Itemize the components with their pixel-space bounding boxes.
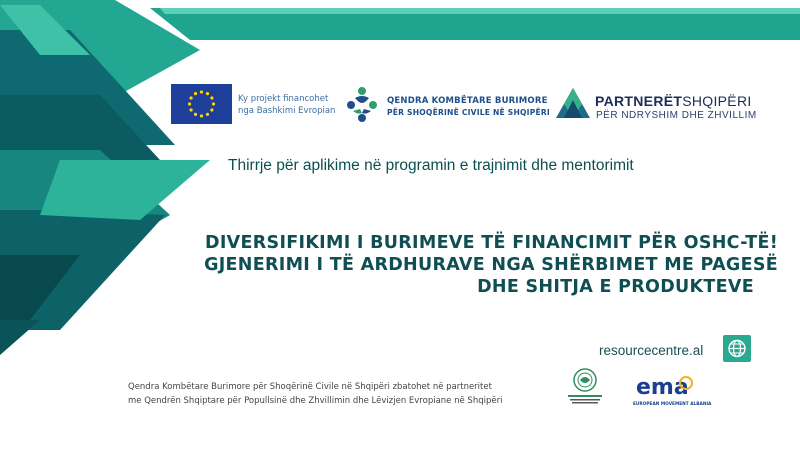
- ema-logo-icon: [632, 372, 712, 408]
- headline-line1: DIVERSIFIKIMI I BURIMEVE TË FINANCIMIT PËR OSHC-TË!: [205, 233, 778, 253]
- ema-mark: ema: [636, 375, 689, 400]
- qkb-name-line2: PËR SHOQËRINË CIVILE NË SHQIPËRI: [387, 108, 550, 117]
- qkb-name-line1: QENDRA KOMBËTARE BURIMORE: [387, 96, 548, 106]
- globe-icon[interactable]: [723, 335, 751, 362]
- website-link[interactable]: resourcecentre.al: [599, 343, 704, 358]
- qkb-people-icon: [345, 85, 379, 123]
- footer-line2: me Qendrën Shqiptare për Popullsinë dhe Zhvillimin dhe Lëvizjen Evropiane në Shqipëri: [128, 396, 503, 406]
- partners-title: [595, 93, 752, 109]
- eu-text-line2: nga Bashkimi Evropian: [238, 106, 336, 116]
- ema-caption: EUROPEAN MOVEMENT ALBANIA: [633, 402, 712, 407]
- headline-line2: GJENERIMI I TË ARDHURAVE NGA SHËRBIMET ME PAGESË: [204, 255, 778, 275]
- partners-subtitle: PËR NDRYSHIM DHE ZHVILLIM: [596, 110, 757, 121]
- call-for-applications: Thirrje për aplikime në programin e trajnimit dhe mentorimit: [228, 157, 634, 174]
- footer-line1: Qendra Kombëtare Burimore për Shoqërinë Civile në Shqipëri zbatohet në partneritet: [128, 382, 492, 392]
- footer-partnership-text: [128, 380, 502, 408]
- seal-icon: [562, 364, 608, 410]
- headline-line3: DHE SHITJA E PRODUKTEVE: [477, 277, 754, 297]
- eu-text-line1: Ky projekt financohet: [238, 94, 329, 104]
- partners-title-bold: PARTNERËT: [595, 93, 683, 109]
- eu-funding-text: [238, 93, 335, 117]
- partners-mountain-icon: [556, 86, 590, 120]
- headline: [204, 232, 778, 298]
- qkb-name: [387, 95, 550, 119]
- eu-flag-icon: [171, 84, 232, 124]
- partners-title-thin: SHQIPËRI: [682, 93, 752, 109]
- globe-icon-graphic: [723, 335, 751, 362]
